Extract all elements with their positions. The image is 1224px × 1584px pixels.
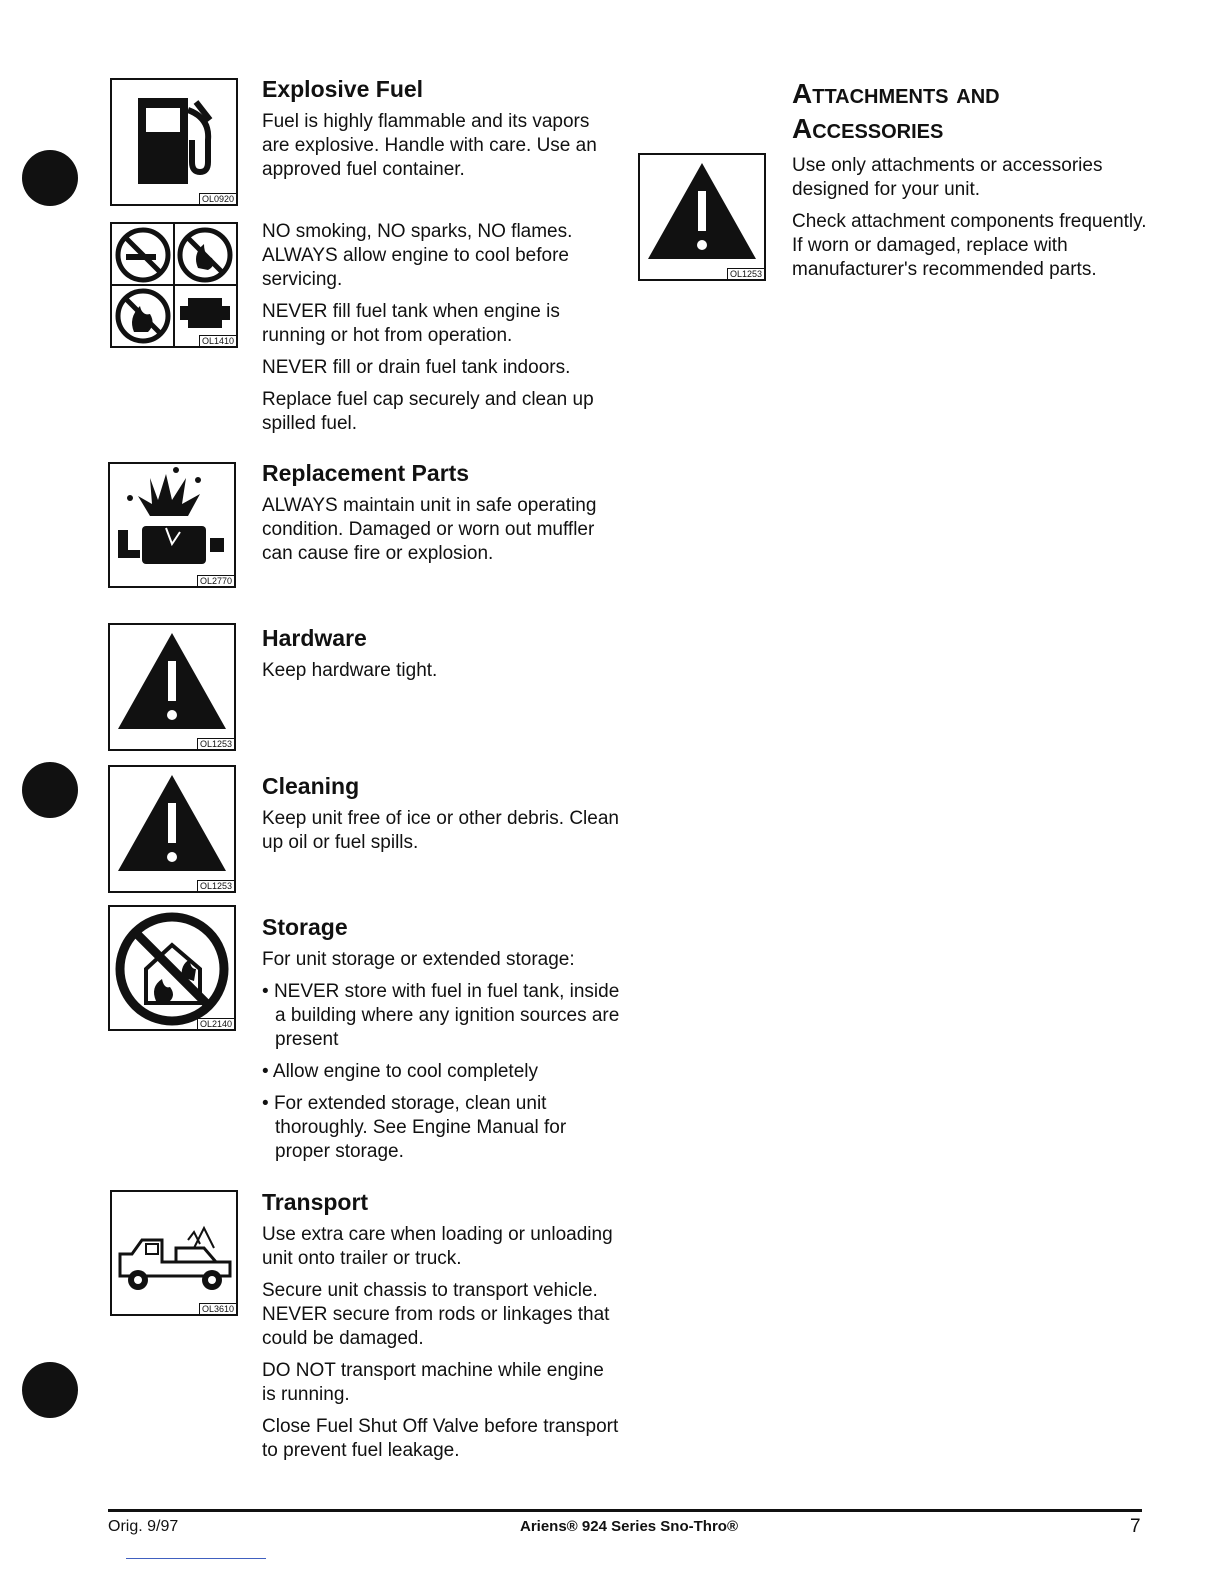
- paragraph: NO smoking, NO sparks, NO flames. ALWAYS allow engine to cool before servicing.: [262, 221, 573, 290]
- paragraph: NEVER fill fuel tank when engine is running or hot from operation.: [262, 301, 560, 346]
- attachments-section: [792, 154, 1152, 290]
- section-heading: Cleaning: [262, 773, 360, 799]
- cleaning-section: [262, 773, 622, 863]
- truck-transport-icon: [110, 1190, 238, 1316]
- icon-code: OL1253: [197, 738, 234, 749]
- paragraph: Keep hardware tight.: [262, 660, 438, 681]
- page-number: 7: [1130, 1516, 1141, 1537]
- no-smoking-no-flames-icon: [110, 222, 238, 348]
- paragraph: NEVER fill or drain fuel tank indoors.: [262, 357, 571, 378]
- icon-code: OL3610: [199, 1303, 236, 1314]
- paragraph: Close Fuel Shut Off Valve before transport to prevent fuel leakage.: [262, 1416, 619, 1461]
- icon-code: OL0920: [199, 193, 236, 204]
- heading-line-2: Accessories: [792, 113, 944, 144]
- icon-code: OL1253: [197, 880, 234, 891]
- binder-hole-bottom: [22, 1362, 78, 1418]
- icon-code: OL1410: [199, 335, 236, 346]
- section-heading: Replacement Parts: [262, 460, 470, 486]
- fuel-pump-icon: [110, 78, 238, 206]
- list-item: • Allow engine to cool completely: [262, 1060, 622, 1084]
- binder-hole-top: [22, 150, 78, 206]
- icon-code: OL2770: [197, 575, 234, 586]
- storage-section: [262, 914, 622, 1172]
- replacement-parts-section: [262, 460, 622, 574]
- paragraph: ALWAYS maintain unit in safe operating condition. Damaged or worn out muffler can cause fire or explosion.: [262, 495, 597, 564]
- list-item: • NEVER store with fuel in fuel tank, inside a building where any ignition sources are present: [262, 980, 622, 1052]
- scan-artifact-line: [126, 1558, 266, 1559]
- footer-rule: [108, 1509, 1142, 1512]
- warning-triangle-icon: [108, 623, 236, 751]
- paragraph: Use extra care when loading or unloading unit onto trailer or truck.: [262, 1224, 613, 1269]
- paragraph: Keep unit free of ice or other debris. Clean up oil or fuel spills.: [262, 808, 619, 853]
- transport-section: [262, 1189, 622, 1471]
- fuel-rules: [262, 220, 622, 444]
- paragraph: Use only attachments or accessories designed for your unit.: [792, 155, 1103, 200]
- hardware-section: [262, 625, 622, 691]
- explosive-fuel-section: [262, 76, 622, 190]
- warning-triangle-icon: [108, 765, 236, 893]
- no-indoor-storage-icon: [108, 905, 236, 1031]
- footer-title: Ariens® 924 Series Sno-Thro®: [520, 1518, 739, 1535]
- binder-hole-middle: [22, 762, 78, 818]
- paragraph: Secure unit chassis to transport vehicle. NEVER secure from rods or linkages that could be damaged.: [262, 1280, 610, 1349]
- storage-bullet-list: [262, 980, 622, 1164]
- icon-code: OL1253: [727, 268, 764, 279]
- footer-date: Orig. 9/97: [108, 1518, 179, 1535]
- section-heading: Hardware: [262, 625, 367, 651]
- list-item: • For extended storage, clean unit thoroughly. See Engine Manual for proper storage.: [262, 1092, 622, 1164]
- paragraph: Fuel is highly flammable and its vapors are explosive. Handle with care. Use an approved fuel container.: [262, 111, 597, 180]
- icon-code: OL2140: [197, 1018, 234, 1029]
- paragraph: Check attachment components frequently. If worn or damaged, replace with manufacturer's recommended parts.: [792, 211, 1147, 280]
- section-heading: Storage: [262, 914, 348, 940]
- explosion-icon: [108, 462, 236, 588]
- section-heading: Transport: [262, 1189, 369, 1215]
- warning-triangle-icon: [638, 153, 766, 281]
- attachments-heading: [792, 76, 1152, 146]
- paragraph: Replace fuel cap securely and clean up spilled fuel.: [262, 389, 594, 434]
- paragraph: For unit storage or extended storage:: [262, 949, 575, 970]
- heading-line-1: Attachments and: [792, 78, 1000, 109]
- section-heading: Explosive Fuel: [262, 76, 424, 102]
- paragraph: DO NOT transport machine while engine is running.: [262, 1360, 604, 1405]
